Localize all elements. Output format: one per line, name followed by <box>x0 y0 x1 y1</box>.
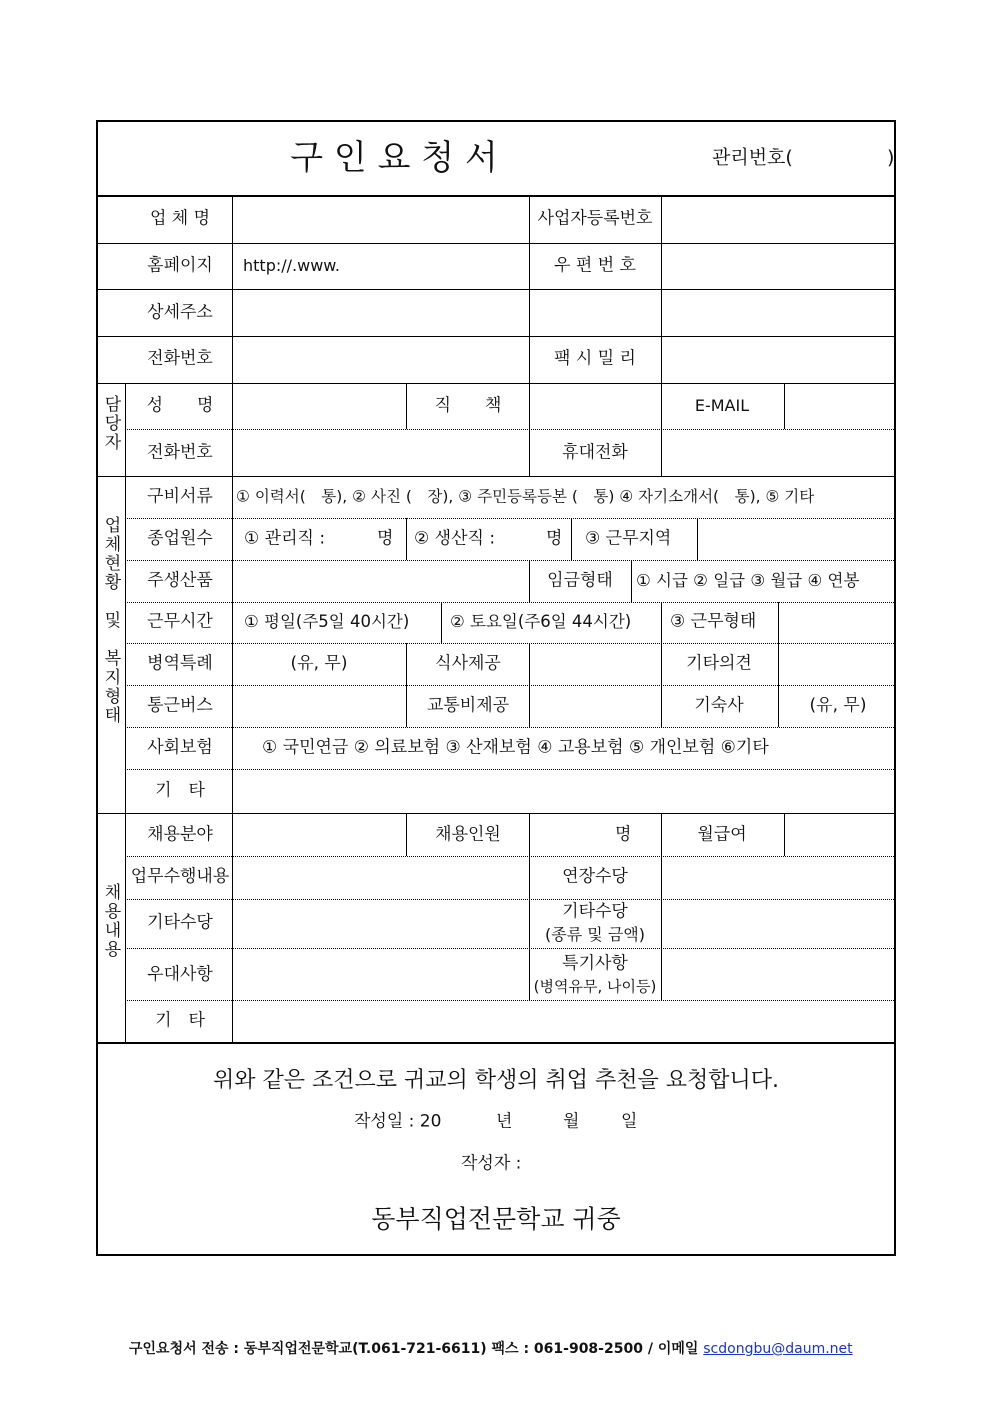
homepage-label: 홈페이지 <box>147 255 213 276</box>
section-divider <box>96 813 896 814</box>
date-month: 월 <box>563 1111 580 1132</box>
col-line <box>778 643 779 727</box>
hours-type: ③ 근무형태 <box>670 611 757 632</box>
row-line <box>125 948 896 949</box>
col-line <box>529 643 530 727</box>
row-line <box>96 243 896 244</box>
row-line <box>125 899 896 900</box>
contact-mobile-label: 휴대전화 <box>562 442 628 463</box>
docs-value: ① 이력서( 통), ② 사진 ( 장), ③ 주민등록등본 ( 통) ④ 자기소개서( 통), ⑤ 기타 <box>236 487 815 506</box>
row-line <box>125 727 896 728</box>
homepage-value: http://.www. <box>243 256 340 275</box>
footer-text: 구인요청서 전송 : 동부직업전문학교(T.061-721-6611) 팩스 : 061-908-2500 / 이메일 <box>129 1341 699 1357</box>
label-column-line <box>232 195 233 1042</box>
col-line <box>778 602 779 643</box>
col-line <box>661 602 662 643</box>
insurance-label: 사회보험 <box>147 737 213 758</box>
date-year: 년 <box>496 1111 513 1132</box>
contact-group-label: 담 당 자 <box>104 395 122 453</box>
perks-label: 우대사항 <box>147 964 213 985</box>
col-line <box>529 813 530 1000</box>
duties-label: 업무수행내용 <box>130 866 230 887</box>
staff-mgmt-unit: 명 <box>377 528 394 549</box>
col-line <box>784 813 785 856</box>
other-opinion-label: 기타의견 <box>686 653 752 674</box>
staff-label: 종업원수 <box>147 528 213 549</box>
postal-label: 우 편 번 호 <box>554 255 636 276</box>
hours-weekday: ① 평일(주5일 40시간) <box>244 611 410 631</box>
hiring-etc-label: 기 타 <box>155 1010 205 1031</box>
footer-note <box>129 1338 853 1358</box>
date-day: 일 <box>621 1111 638 1132</box>
col-line <box>571 518 572 560</box>
contact-name-label: 성 명 <box>146 395 214 416</box>
row-line <box>96 289 896 290</box>
title-divider <box>96 195 896 197</box>
col-line <box>441 602 442 643</box>
section-divider <box>96 383 896 384</box>
hiring-count-label: 채용인원 <box>435 824 501 845</box>
recipient: 동부직업전문학교 귀중 <box>371 1204 621 1234</box>
row-line <box>125 1000 896 1001</box>
contact-email-label: E-MAIL <box>694 396 750 415</box>
staff-mgmt: ① 관리직 : <box>244 528 326 549</box>
author-label: 작성자 : <box>461 1153 522 1174</box>
transport-label: 교통비제공 <box>426 695 510 716</box>
company-phone-label: 전화번호 <box>147 348 213 369</box>
staff-prod-unit: 명 <box>546 528 563 549</box>
address-label: 상세주소 <box>147 302 213 323</box>
status-etc-label: 기 타 <box>155 780 205 801</box>
dorm-label: 기숙사 <box>694 695 744 716</box>
col-line <box>406 383 407 429</box>
row-line <box>125 560 896 561</box>
col-line <box>661 643 662 727</box>
bus-label: 통근버스 <box>147 695 213 716</box>
row-line <box>125 856 896 857</box>
footer-email-link[interactable]: scdongbu@daum.net <box>703 1341 853 1357</box>
fax-label: 팩 시 밀 리 <box>554 348 636 369</box>
section-divider <box>96 476 896 477</box>
contact-phone-label: 전화번호 <box>147 442 213 463</box>
special-notes-line1: 특기사항 <box>562 953 628 974</box>
wage-value: ① 시급 ② 일급 ③ 월급 ④ 연봉 <box>636 570 860 590</box>
col-line <box>406 518 407 560</box>
closing-divider <box>96 1042 896 1044</box>
salary-label: 월급여 <box>697 824 747 845</box>
right-column-line <box>661 195 662 383</box>
col-line <box>631 560 632 602</box>
row-line <box>125 429 896 430</box>
insurance-value: ① 국민연금 ② 의료보험 ③ 산재보험 ④ 고용보험 ⑤ 개인보험 ⑥기타 <box>262 737 769 758</box>
contact-position-label: 직 책 <box>434 395 502 416</box>
overtime-label: 연장수당 <box>562 866 628 887</box>
col-line <box>697 518 698 560</box>
col-line <box>529 560 530 602</box>
bizno-label: 사업자등록번호 <box>537 208 653 229</box>
dorm-value: (유, 무) <box>809 695 867 716</box>
col-line <box>661 813 662 1000</box>
company-name-label: 업 체 명 <box>149 208 211 229</box>
other-allowance-label: 기타수당 <box>147 912 213 933</box>
military-value: (유, 무) <box>290 653 348 674</box>
management-number-close: ) <box>887 146 895 169</box>
date-prefix: 작성일 : 20 <box>354 1111 442 1132</box>
form-title: 구 인 요 청 서 <box>290 138 498 178</box>
hours-label: 근무시간 <box>147 611 213 632</box>
special-notes-line2: (병역유무, 나이등) <box>533 977 657 996</box>
col-line <box>406 643 407 727</box>
row-line <box>96 336 896 337</box>
row-line <box>125 643 896 644</box>
management-number-label: 관리번호( <box>712 146 793 169</box>
staff-region: ③ 근무지역 <box>585 528 672 549</box>
docs-label: 구비서류 <box>147 486 213 507</box>
status-group-label: 업 체 현 황 및 복 지 형 태 <box>104 516 122 726</box>
product-label: 주생산품 <box>147 570 213 591</box>
meal-label: 식사제공 <box>435 653 501 674</box>
hiring-count-unit: 명 <box>615 824 632 845</box>
row-line <box>125 769 896 770</box>
staff-prod: ② 생산직 : <box>414 528 496 549</box>
military-label: 병역특례 <box>147 653 213 674</box>
other-allowance-detail-line1: 기타수당 <box>562 901 628 922</box>
wage-label: 임금형태 <box>547 570 613 591</box>
hiring-group-label: 채 용 내 용 <box>104 883 122 960</box>
row-line <box>125 602 896 603</box>
hours-saturday: ② 토요일(주6일 44시간) <box>450 611 632 631</box>
row-line <box>125 518 896 519</box>
group-column-line <box>125 383 126 1042</box>
col-line <box>529 383 530 476</box>
request-statement: 위와 같은 조건으로 귀교의 학생의 취업 추천을 요청합니다. <box>213 1068 779 1093</box>
row-line <box>125 685 896 686</box>
hiring-field-label: 채용분야 <box>147 824 213 845</box>
col-line <box>406 813 407 856</box>
col-line <box>784 383 785 429</box>
col-line <box>661 383 662 476</box>
mid-column-line <box>529 195 530 383</box>
other-allowance-detail-line2: (종류 및 금액) <box>545 925 645 944</box>
